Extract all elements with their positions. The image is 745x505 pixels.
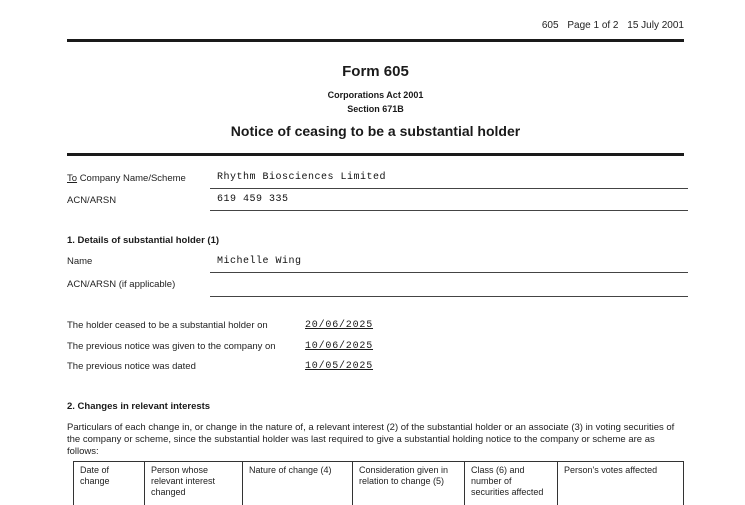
company-name-value: Rhythm Biosciences Limited — [217, 172, 386, 183]
notice-given-label: The previous notice was given to the company on — [67, 341, 276, 352]
col-consideration: Consideration given in relation to change (5) — [353, 462, 465, 505]
page-header — [0, 20, 684, 31]
holder-name-label: Name — [67, 256, 92, 267]
holder-name-line — [210, 272, 688, 273]
title-rule — [67, 153, 684, 156]
form-title: Form 605 — [67, 63, 684, 80]
page-indicator: Page 1 of 2 — [567, 20, 618, 31]
changes-table-header-row — [74, 462, 684, 505]
form-number: 605 — [542, 20, 559, 31]
acn-value: 619 459 335 — [217, 194, 289, 205]
holder-name-value: Michelle Wing — [217, 256, 302, 267]
acn-line — [210, 210, 688, 211]
notice-dated-value: 10/05/2025 — [305, 361, 373, 372]
ceased-date-label: The holder ceased to be a substantial holder on — [67, 320, 268, 331]
section-ref: Section 671B — [67, 104, 684, 114]
to-label: To — [67, 173, 77, 184]
changes-table — [73, 461, 684, 505]
top-rule — [67, 39, 684, 42]
notice-title: Notice of ceasing to be a substantial holder — [67, 123, 684, 139]
form-date: 15 July 2001 — [627, 20, 684, 31]
ceased-date-value: 20/06/2025 — [305, 320, 373, 331]
col-class-and-number: Class (6) and number of securities affected — [465, 462, 558, 505]
notice-dated-label: The previous notice was dated — [67, 361, 196, 372]
holder-acn-label: ACN/ARSN (if applicable) — [67, 279, 175, 290]
notice-given-value: 10/06/2025 — [305, 341, 373, 352]
holder-acn-line — [210, 296, 688, 297]
col-votes-affected: Person's votes affected — [558, 462, 684, 505]
company-name-label — [67, 173, 186, 184]
act-name: Corporations Act 2001 — [67, 90, 684, 100]
changes-paragraph: Particulars of each change in, or change in the nature of, a relevant interest (2) of the substantial holder or an associate (3) in voting securities of the company or scheme, since the substantial holder was last required to give a substantial holding notice to the company or scheme are as follows: — [67, 422, 684, 458]
company-name-line — [210, 188, 688, 189]
changes-section-heading: 2. Changes in relevant interests — [67, 401, 210, 412]
company-name-label-text: Company Name/Scheme — [80, 173, 186, 184]
col-date-of-change: Date of change — [74, 462, 145, 505]
acn-label: ACN/ARSN — [67, 195, 116, 206]
col-nature-of-change: Nature of change (4) — [243, 462, 353, 505]
col-person-whose-interest-changed: Person whose relevant interest changed — [145, 462, 243, 505]
holder-section-heading: 1. Details of substantial holder (1) — [67, 235, 219, 246]
